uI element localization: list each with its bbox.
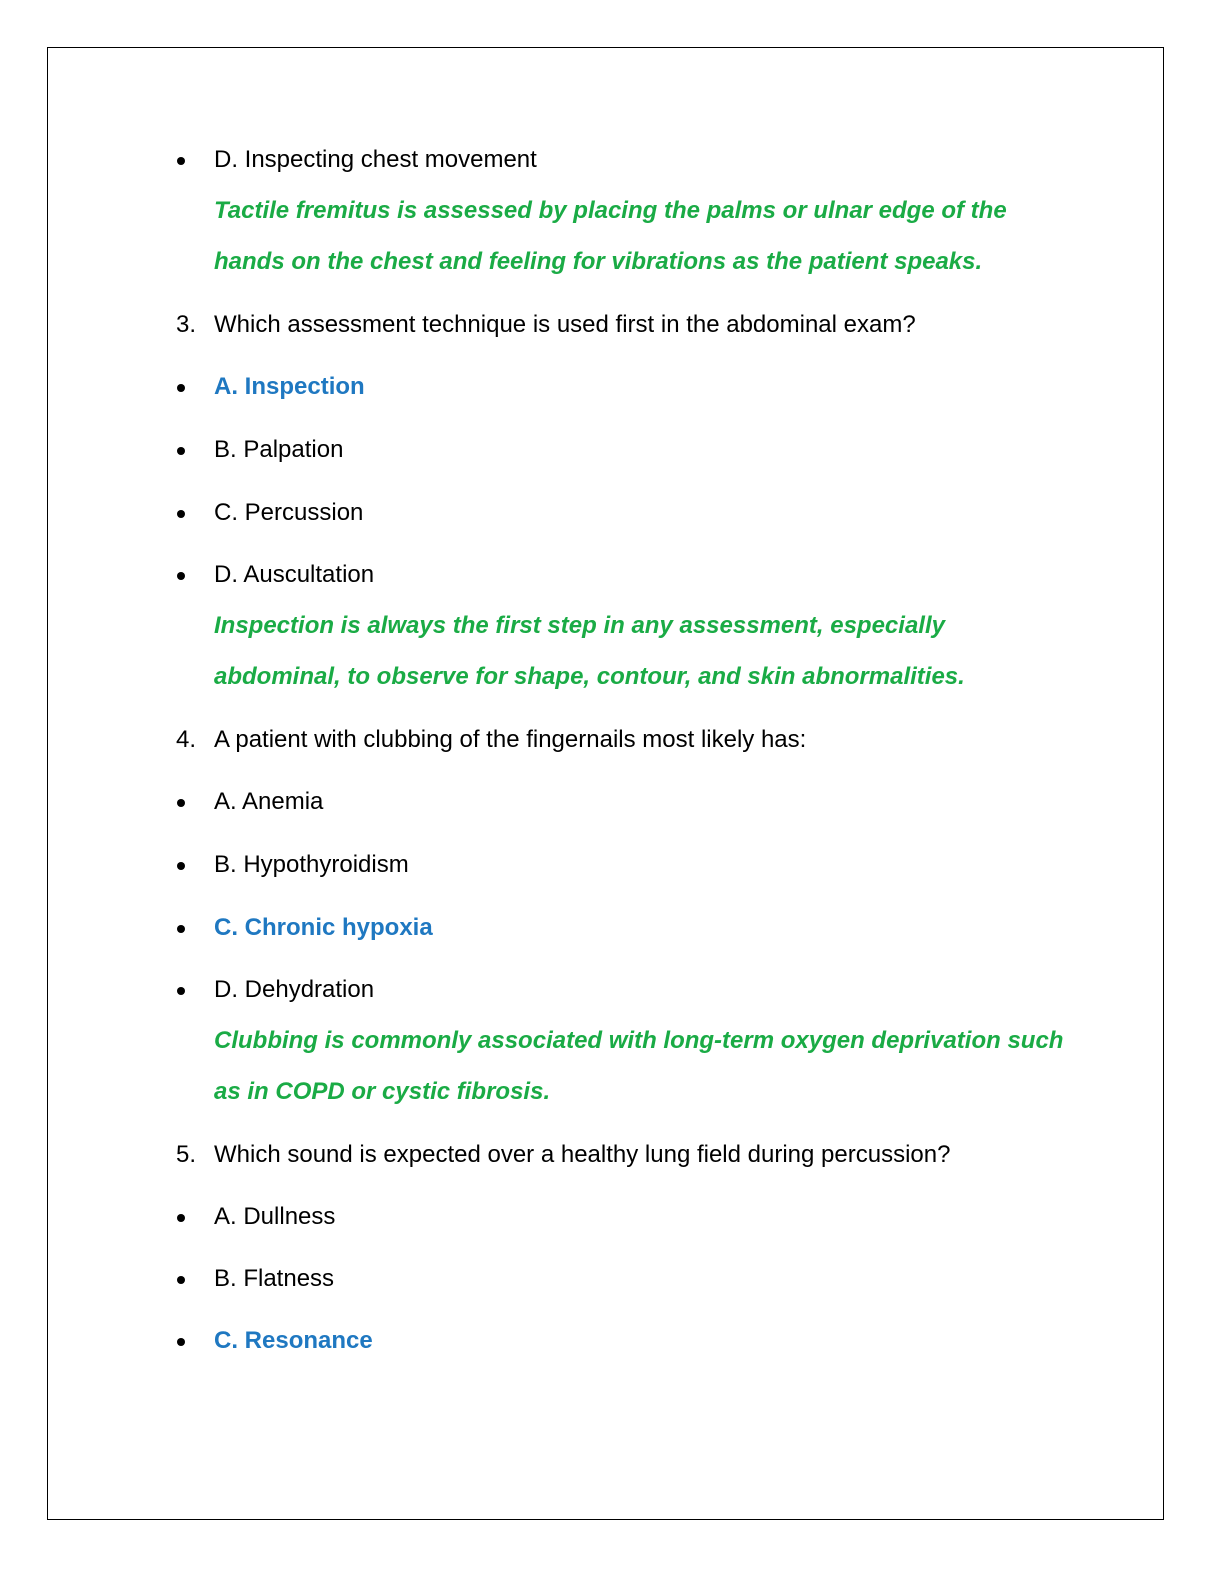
- option-text-correct: A. Inspection: [214, 373, 365, 400]
- question-number: 5.: [176, 1141, 197, 1168]
- option-text: A. Anemia: [214, 788, 324, 815]
- option-text: B. Hypothyroidism: [214, 851, 409, 878]
- bullet-icon: [177, 799, 185, 807]
- option-text: D. Inspecting chest movement: [214, 146, 537, 173]
- bullet-icon: [177, 384, 185, 392]
- explanation-text: Tactile fremitus is assessed by placing the palms or ulnar edge of the: [214, 197, 1007, 224]
- option-text-correct: C. Resonance: [214, 1327, 373, 1354]
- explanation-text: Inspection is always the first step in any assessment, especially: [214, 612, 945, 639]
- question-text: Which assessment technique is used first in the abdominal exam?: [214, 311, 916, 338]
- question-number: 3.: [176, 311, 197, 338]
- bullet-icon: [177, 157, 185, 165]
- option-text-correct: C. Chronic hypoxia: [214, 914, 433, 941]
- explanation-text: as in COPD or cystic fibrosis.: [214, 1078, 551, 1105]
- bullet-icon: [177, 447, 185, 455]
- option-text: D. Auscultation: [214, 561, 375, 588]
- option-text: B. Flatness: [214, 1265, 335, 1292]
- explanation-text: Clubbing is commonly associated with long-term oxygen deprivation such: [214, 1027, 1064, 1054]
- option-text: A. Dullness: [214, 1203, 336, 1230]
- bullet-icon: [177, 1276, 185, 1284]
- option-text: D. Dehydration: [214, 976, 375, 1003]
- question-text: Which sound is expected over a healthy lung field during percussion?: [214, 1141, 951, 1168]
- bullet-icon: [177, 862, 185, 870]
- bullet-icon: [177, 925, 185, 933]
- bullet-icon: [177, 572, 185, 580]
- explanation-text: abdominal, to observe for shape, contour, and skin abnormalities.: [214, 663, 965, 690]
- question-text: A patient with clubbing of the fingernails most likely has:: [214, 726, 807, 753]
- bullet-icon: [177, 1214, 185, 1222]
- bullet-icon: [177, 510, 185, 518]
- question-number: 4.: [176, 726, 197, 753]
- bullet-icon: [177, 987, 185, 995]
- bullet-icon: [177, 1338, 185, 1346]
- explanation-text: hands on the chest and feeling for vibrations as the patient speaks.: [214, 248, 983, 275]
- option-text: C. Percussion: [214, 499, 364, 526]
- option-text: B. Palpation: [214, 436, 344, 463]
